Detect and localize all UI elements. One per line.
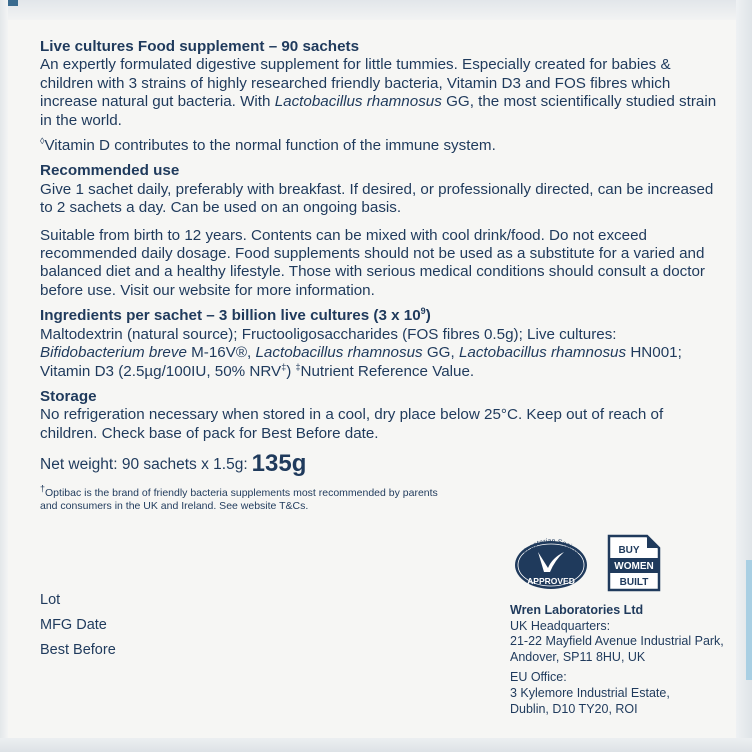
- uk-hq-label: UK Headquarters:: [510, 618, 611, 633]
- ingredients-part: ): [286, 362, 296, 380]
- vitamin-note-text: Vitamin D contributes to the normal function of the immune system.: [44, 137, 496, 155]
- ingredients-part: M-16V®,: [186, 344, 256, 362]
- net-weight-label: Net weight: 90 sachets x 1.5g:: [40, 456, 248, 474]
- ingredients-heading-exponent: 9: [420, 306, 426, 317]
- footnote-symbol: †: [40, 483, 46, 494]
- vitamin-note: [40, 137, 720, 155]
- product-description: [40, 56, 720, 130]
- bwb-built-text: BUILT: [619, 577, 649, 588]
- ingredients-part: Maltodextrin (natural source); Fructooligosaccharides (FOS fibres 0.5g); Live cultures:: [40, 325, 617, 343]
- footnote-text: Optibac is the brand of friendly bacteria supplements most recommended by parents and consumers in the UK and Ireland. See website T&Cs.: [40, 486, 438, 513]
- mfg-date-label: MFG Date: [40, 617, 107, 633]
- ingredients-heading: [40, 307, 720, 325]
- ingredients-heading-text: Ingredients per sachet – 3 billion live cultures (3 x 10: [40, 307, 421, 325]
- label-text-block: [40, 38, 720, 514]
- description-text-end: GG, the most scientifically studied strain in the world.: [40, 93, 717, 129]
- net-weight: [40, 450, 720, 478]
- nrv-note: Nutrient Reference Value.: [300, 362, 475, 380]
- company-address: [510, 603, 724, 717]
- ingredients-strain: Lactobacillus rhamnosus: [458, 344, 627, 362]
- ingredients-heading-close: ): [425, 307, 431, 325]
- recommended-use-heading: Recommended use: [40, 162, 180, 180]
- storage-text: No refrigeration necessary when stored in a cool, dry place below 25°C. Keep out of reach of children. Check base of pack for Best Before date.: [40, 406, 664, 442]
- box-left-edge: [0, 0, 8, 752]
- footnote: [40, 483, 440, 514]
- box-right-edge: [736, 0, 752, 752]
- uk-hq-line2: Andover, SP11 8HU, UK: [510, 649, 646, 664]
- ingredients-part: HN001; Vitamin D3 (2.5µg/100IU, 50% NRV: [40, 344, 682, 380]
- eu-office-line1: 3 Kylemore Industrial Estate,: [510, 685, 670, 700]
- ingredients-strain: Bifidobacterium breve: [40, 344, 187, 362]
- vegetarian-society-text: Vegetarian Society: [521, 537, 581, 557]
- eu-office-line2: Dublin, D10 TY20, ROI: [510, 701, 638, 716]
- bwb-women-text: WOMEN: [614, 561, 654, 572]
- company-name: Wren Laboratories Ltd: [510, 603, 644, 617]
- nrv-symbol: ‡: [281, 361, 287, 372]
- storage-heading: Storage: [40, 387, 97, 405]
- recommended-use-text: Give 1 sachet daily, preferably with breakfast. If desired, or professionally directed, can be increased to 2 sachets a day. Can be used on an ongoing basis.: [40, 180, 714, 217]
- box-top-edge: [0, 0, 752, 20]
- eu-office-label: EU Office:: [510, 670, 567, 685]
- bwb-buy-text: BUY: [618, 545, 640, 556]
- ingredients-text: [40, 326, 720, 381]
- lot-label: Lot: [40, 592, 61, 608]
- box-bottom-edge: [0, 738, 752, 752]
- net-weight-value: 135g: [251, 450, 307, 478]
- vitamin-note-symbol: ◊: [40, 135, 45, 146]
- suitability-text: Suitable from birth to 12 years. Contents can be mixed with cool drink/food. Do not exceed recommended daily dosage. Food supplements should not be used as a substitute for a varied and balanced diet and a healthy lifestyle. Those with serious medical conditions should consult a doctor before use. Visit our website for more information.: [40, 226, 705, 299]
- batch-info: [40, 588, 116, 663]
- ingredients-strain: Lactobacillus rhamnosus: [255, 344, 423, 362]
- product-title: Live cultures Food supplement – 90 sachets: [40, 38, 360, 55]
- vegetarian-society-approved-logo: [508, 530, 594, 592]
- best-before-label: Best Before: [40, 642, 116, 658]
- box-edge-stripe: [746, 560, 752, 680]
- nrv-note-symbol: ‡: [295, 361, 301, 372]
- description-text: An expertly formulated digestive supplement for little tummies. Especially created for babies & children with 3 strains of highly researched friendly bacteria, Vitamin D3 and FOS fibres which increase natural gut bacteria. With: [40, 56, 671, 111]
- ingredients-part: GG,: [422, 344, 459, 362]
- approved-text: APPROVED: [527, 576, 575, 586]
- uk-hq-line1: 21-22 Mayfield Avenue Industrial Park,: [510, 634, 724, 649]
- description-strain: Lactobacillus rhamnosus: [274, 93, 442, 111]
- buy-women-built-logo: [605, 534, 661, 592]
